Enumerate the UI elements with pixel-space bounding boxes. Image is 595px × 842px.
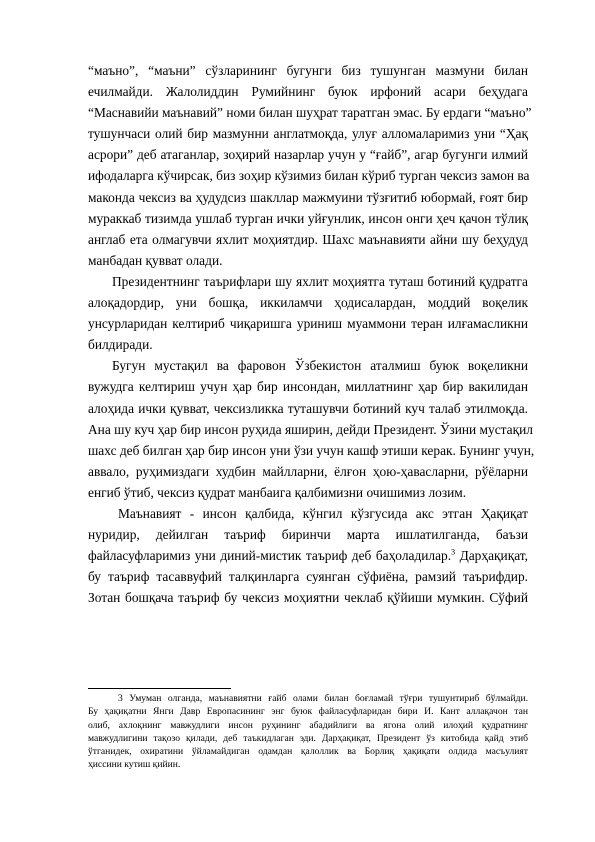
text-segment: Дарҳақиқат,	[459, 548, 528, 564]
footnote-line: 3 Умуман олганда, маънавиятни ғайб олами билан боғламай тўғри тушунтириб бўлмайди.	[118, 693, 528, 704]
text-line: асрори” деб атаганлар, зоҳирий назарлар учун у “ғайб”, агар бугунги илмий	[88, 147, 528, 163]
footnote-line: Бу ҳақиқатни Янги Давр Европасининг энг буюк файласуфларидан бири И. Кант аллақачон тан	[88, 706, 528, 718]
text-line-with-footnote-ref	[88, 545, 528, 566]
main-text	[88, 60, 535, 608]
text-line: тушунчаси олий бир мазмунни англатмоқда, улуғ алломаларимиз уни “Ҳақ	[88, 126, 528, 142]
text-line: Зотан бошқача таъриф бу чексиз моҳиятни чеклаб қўйиши мумкин. Сўфий	[88, 590, 528, 606]
paragraph-start: Маънавият - инсон қалбида, кўнгил кўзгусида акс этган Ҳақиқат	[118, 505, 528, 521]
text-line: аввало, руҳимиздаги худбин майлларни, ёлғон ҳою-ҳавасларни, рўёларни	[88, 463, 528, 479]
text-line: вужудга келтириш учун ҳар бир инсондан, миллатнинг ҳар бир вакилидан	[88, 379, 528, 395]
text-line: енгиб ўтиб, чексиз қудрат манбаига қалбимизни очишимиз лозим.	[88, 484, 467, 500]
text-line: унсурларидан келтириб чиқаришга уриниш муаммони теран илғамасликни	[88, 316, 528, 332]
text-segment: файласуфларимиз уни диний-мистик таъриф деб баҳоладилар.	[88, 548, 452, 564]
footnote	[88, 692, 528, 772]
paragraph-start: Президентнинг таърифлари шу яхлит моҳиятга туташ ботиний қудратга	[112, 273, 528, 289]
footnote-line: ўтганидек, охиратини ўйламайдиган одамдан қалоллик ва Борлиқ ҳақиқати олдида масъулият	[88, 746, 528, 758]
text-line: нуридир, дейилган таъриф биринчи марта ишлатилганда, баъзи	[88, 527, 528, 543]
text-line: “Маснавийи маънавий” номи билан шуҳрат таратган эмас. Бу ердаги “маъно”	[88, 105, 532, 121]
text-line: билдиради.	[88, 337, 153, 353]
text-line: ечилмайди. Жалолиддин Румийнинг буюк ирфоний асари беҳудага	[88, 84, 528, 100]
paragraph-start: Бугун мустақил ва фаровон Ўзбекистон аталмиш буюк воқеликни	[112, 358, 528, 374]
footnote-reference[interactable]: 3	[451, 547, 456, 557]
footnote-separator	[88, 688, 231, 689]
text-line: алоҳида ички қувват, чексизликка туташувчи ботиний куч талаб этилмоқда.	[88, 400, 528, 416]
footnote-line: мавжудлигини тақозо қилади, деб таъкидлаган эди. Дарҳақиқат, Президент ўз китобида қайд этиб	[88, 732, 528, 744]
text-line: маконда чексиз ва ҳудудсиз шакллар мажмуини тўзғитиб юбормай, ғоят бир	[88, 189, 528, 205]
text-line: ифодаларга кўчирсак, биз зоҳир кўзимиз билан кўриб турган чексиз замон ва	[88, 168, 530, 184]
footnote-line: ҳиссини кутиш қийин.	[88, 759, 181, 771]
text-line: бу таъриф тасаввуфий талқинларга суянган сўфиёна, рамзий таърифдир.	[88, 569, 528, 585]
footnote-line: олиб, ахлоқнинг мавжудлиги инсон руҳининг абадийлиги ва ягона олий илоҳий қудратнинг	[88, 719, 528, 731]
text-line: “маъно”, “маъни” сўзларининг бугунги биз тушунган мазмуни билан	[88, 63, 528, 78]
text-line: алоқадордир, уни бошқа, иккиламчи ҳодисалардан, моддий воқелик	[88, 295, 528, 311]
text-line: Ана шу куч ҳар бир инсон руҳида яширин, дейди Президент. Ўзини мустақил	[88, 421, 533, 437]
text-line: манбадан қувват олади.	[88, 252, 223, 268]
text-line: англаб ета олмагувчи яхлит моҳиятдир. Шахс маънавияти айни шу беҳудуд	[88, 231, 528, 247]
text-line: шахс деб билган ҳар бир инсон уни ўзи учун кашф этиши керак. Бунинг учун,	[88, 442, 535, 458]
text-line: мураккаб тизимда ушлаб турган ички уйғунлик, инсон онги ҳеч қачон тўлиқ	[88, 210, 528, 226]
